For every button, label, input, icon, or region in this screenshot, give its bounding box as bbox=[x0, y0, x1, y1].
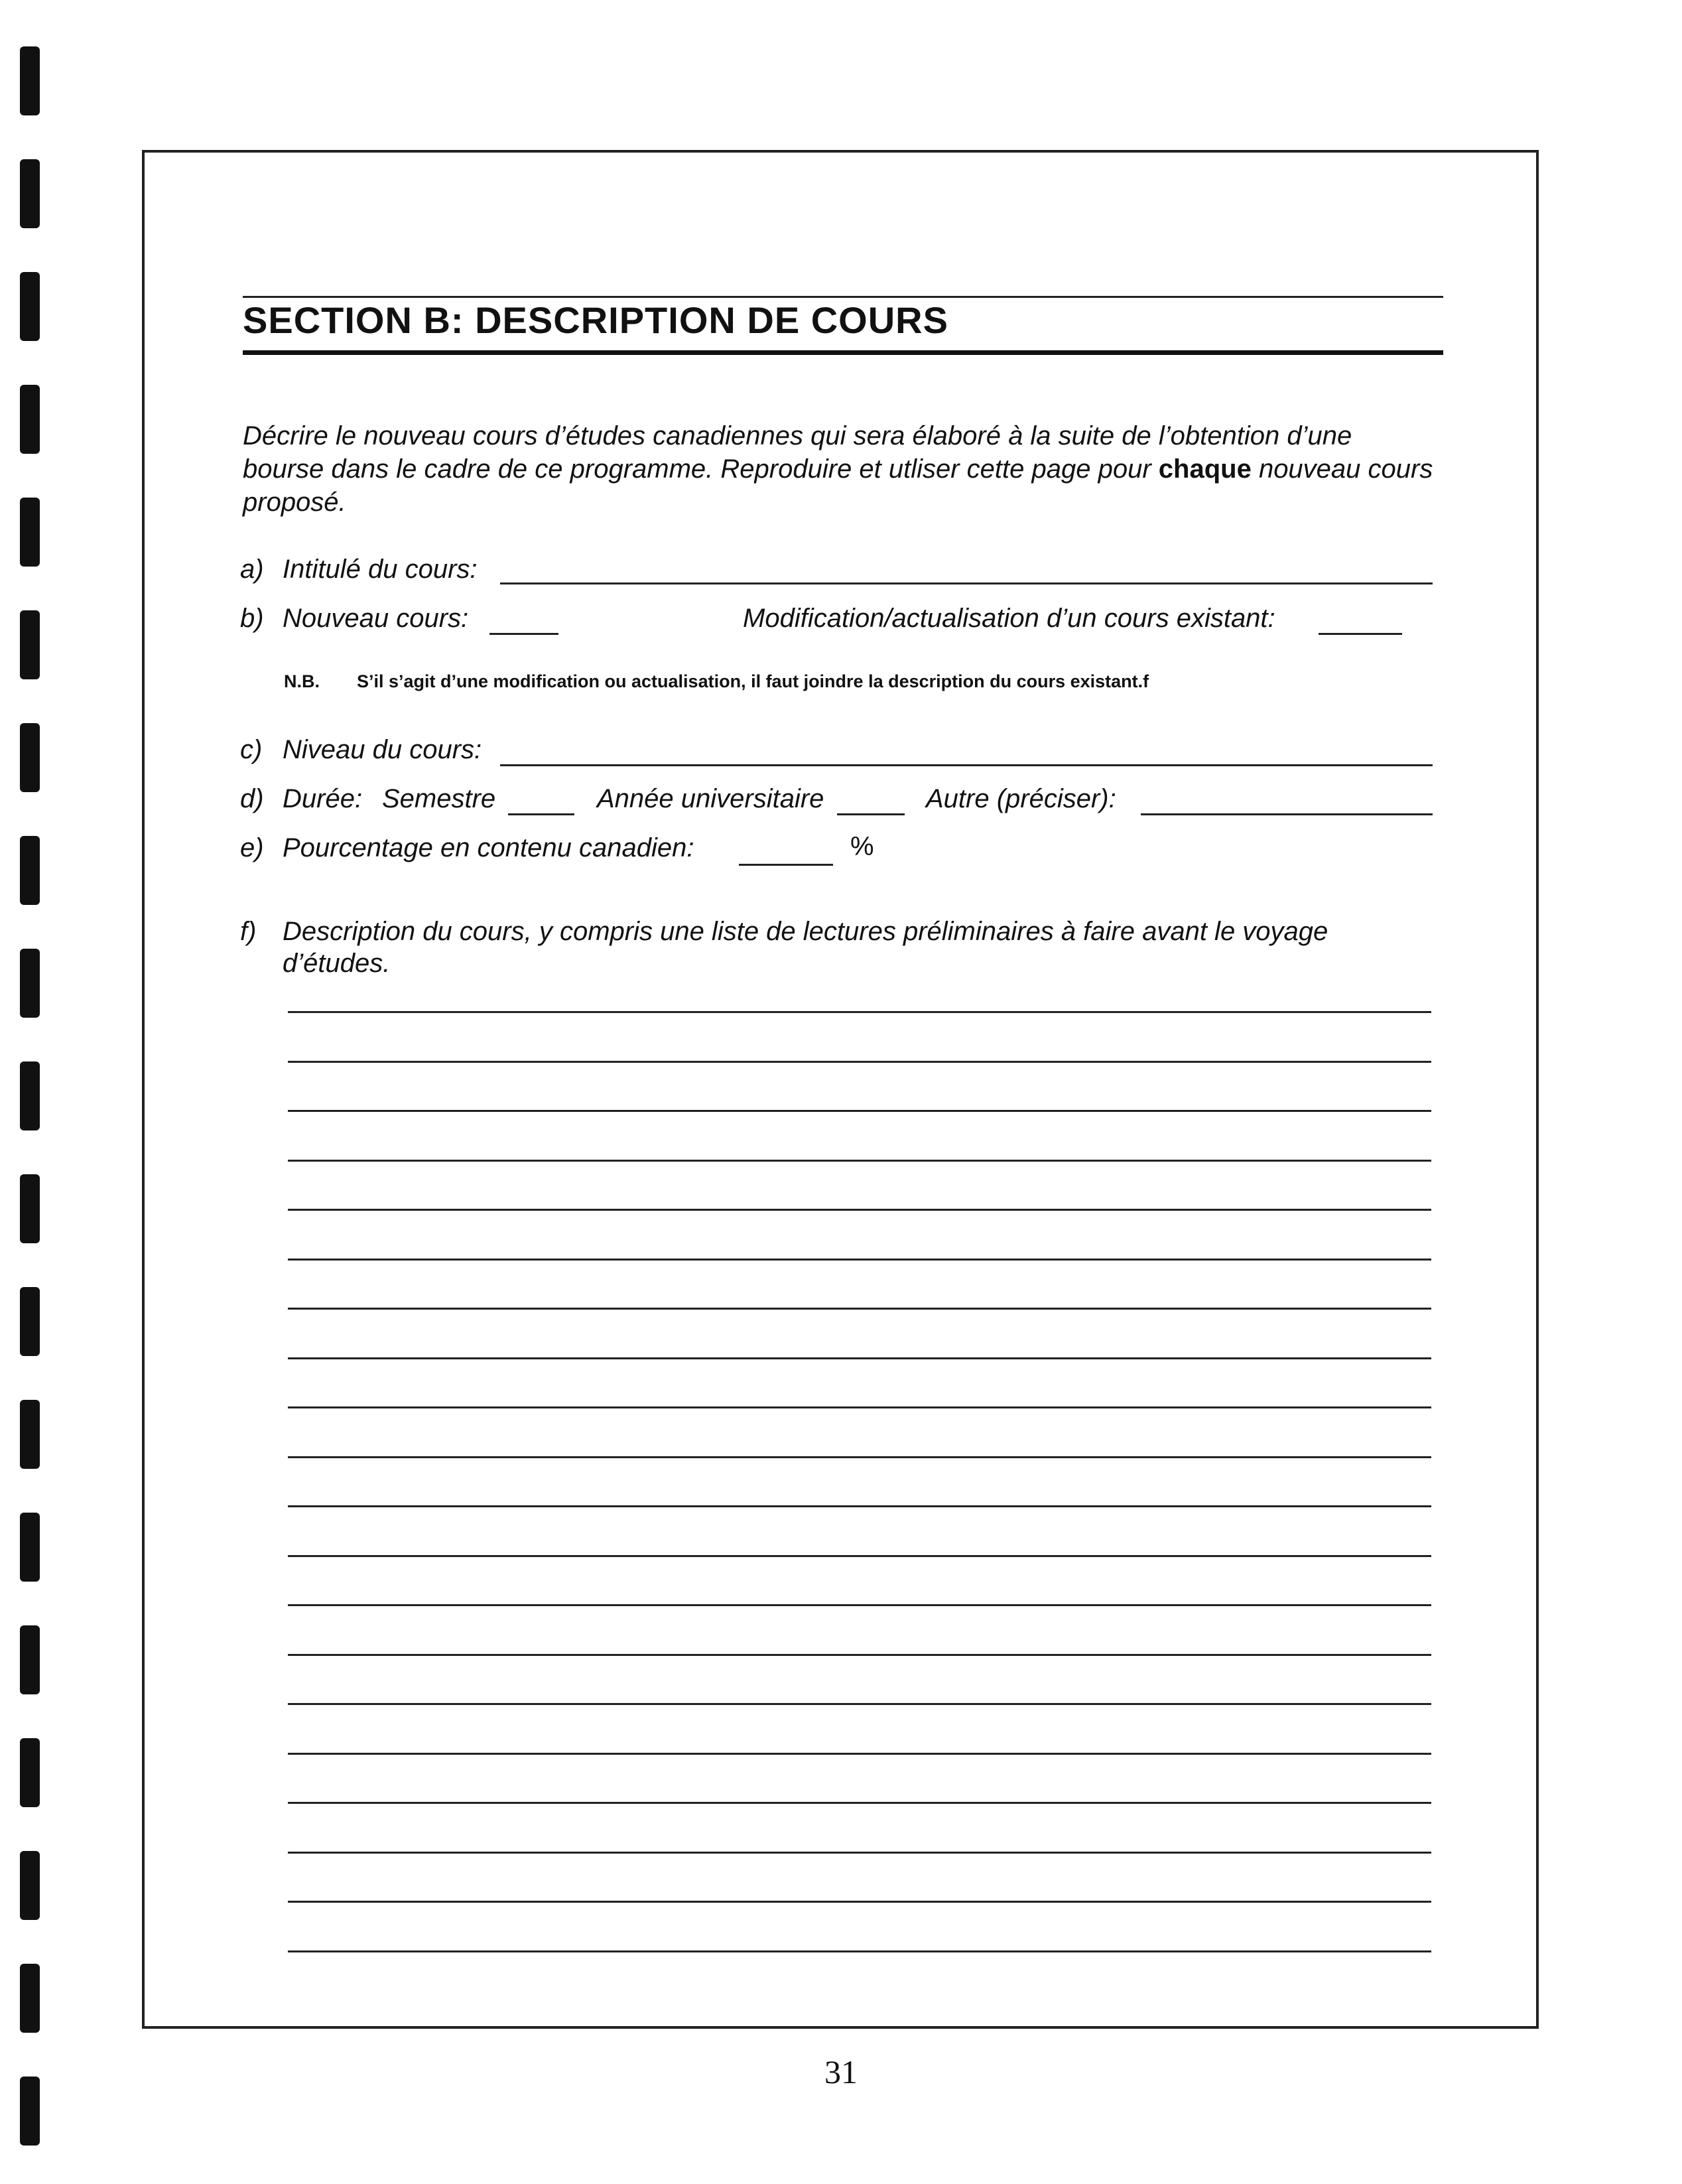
new-course-label: Nouveau cours: bbox=[283, 604, 469, 633]
course-title-label: Intitulé du cours: bbox=[283, 555, 478, 584]
section-title: SECTION B: DESCRIPTION DE COURS bbox=[243, 299, 948, 341]
description-writing-line bbox=[288, 1901, 1431, 1903]
intro-text-before: Décrire le nouveau cours d’études canadiennes qui sera élaboré à la suite de l’obtention d’une bourse dans le cadre de ce programme. Reproduire et utliser cette page pour bbox=[243, 421, 1352, 484]
semester-label: Semestre bbox=[382, 784, 496, 813]
course-description-label-cont: d’études. bbox=[283, 949, 391, 978]
percent-sign: % bbox=[850, 832, 874, 861]
binder-hole-mark bbox=[20, 723, 40, 792]
nb-note bbox=[284, 671, 1149, 692]
description-writing-line bbox=[288, 1061, 1431, 1063]
binder-hole-mark bbox=[20, 385, 40, 454]
description-writing-line bbox=[288, 1604, 1431, 1606]
description-writing-line bbox=[288, 1950, 1431, 1952]
other-duration-label: Autre (préciser): bbox=[926, 784, 1116, 813]
intro-text-after: nouveau cours proposé. bbox=[243, 454, 1433, 517]
binder-hole-mark bbox=[20, 1738, 40, 1807]
modification-label: Modification/actualisation d’un cours existant: bbox=[743, 604, 1275, 633]
binder-hole-mark bbox=[20, 498, 40, 567]
description-writing-line bbox=[288, 1654, 1431, 1656]
binder-hole-mark bbox=[20, 836, 40, 905]
new-course-line bbox=[489, 633, 558, 635]
description-writing-line bbox=[288, 1703, 1431, 1705]
intro-paragraph bbox=[243, 419, 1437, 519]
duration-label: Durée: bbox=[283, 784, 363, 813]
binder-hole-mark bbox=[20, 272, 40, 341]
nb-text: S’il s’agit d’une modification ou actualisation, il faut joindre la description du cours existant.f bbox=[357, 671, 1149, 691]
field-e-marker: e) bbox=[240, 833, 264, 862]
course-level-label: Niveau du cours: bbox=[283, 735, 482, 764]
title-bottom-rule bbox=[243, 350, 1443, 355]
binder-hole-mark bbox=[20, 1625, 40, 1694]
description-writing-line bbox=[288, 1753, 1431, 1755]
binder-hole-mark bbox=[20, 949, 40, 1018]
description-writing-line bbox=[288, 1259, 1431, 1261]
academic-year-label: Année universitaire bbox=[597, 784, 824, 813]
intro-emphasis: chaque bbox=[1158, 454, 1252, 484]
semester-line bbox=[508, 813, 574, 815]
binder-hole-mark bbox=[20, 1287, 40, 1356]
course-title-line bbox=[500, 582, 1433, 584]
binder-hole-mark bbox=[20, 1851, 40, 1920]
description-writing-line bbox=[288, 1357, 1431, 1359]
description-writing-line bbox=[288, 1308, 1431, 1310]
field-f-marker: f) bbox=[240, 917, 257, 946]
binder-hole-mark bbox=[20, 610, 40, 679]
field-d-marker: d) bbox=[240, 784, 264, 813]
description-writing-line bbox=[288, 1802, 1431, 1804]
description-writing-line bbox=[288, 1110, 1431, 1112]
description-writing-line bbox=[288, 1555, 1431, 1557]
description-writing-line bbox=[288, 1406, 1431, 1408]
field-a-marker: a) bbox=[240, 555, 264, 584]
course-description-label: Description du cours, y compris une liste de lectures préliminaires à faire avant le voyage bbox=[283, 917, 1328, 946]
binder-hole-mark bbox=[20, 1513, 40, 1582]
nb-label: N.B. bbox=[284, 671, 320, 691]
description-writing-line bbox=[288, 1209, 1431, 1211]
page-number: 31 bbox=[824, 2053, 858, 2090]
binder-hole-mark bbox=[20, 1964, 40, 2033]
binder-hole-mark bbox=[20, 159, 40, 228]
canadian-content-line bbox=[739, 864, 833, 866]
academic-year-line bbox=[837, 813, 905, 815]
description-writing-line bbox=[288, 1456, 1431, 1458]
modification-line bbox=[1319, 633, 1402, 635]
description-writing-line bbox=[288, 1011, 1431, 1013]
binder-hole-mark bbox=[20, 46, 40, 115]
description-writing-line bbox=[288, 1505, 1431, 1507]
binder-hole-mark bbox=[20, 1174, 40, 1243]
title-top-rule bbox=[243, 296, 1443, 298]
description-writing-line bbox=[288, 1852, 1431, 1854]
canadian-content-label: Pourcentage en contenu canadien: bbox=[283, 833, 694, 862]
field-b-marker: b) bbox=[240, 604, 264, 633]
course-level-line bbox=[500, 764, 1433, 766]
binder-hole-mark bbox=[20, 1400, 40, 1469]
field-c-marker: c) bbox=[240, 735, 263, 764]
other-duration-line bbox=[1141, 813, 1433, 815]
description-writing-line bbox=[288, 1160, 1431, 1162]
binder-hole-mark bbox=[20, 1061, 40, 1130]
